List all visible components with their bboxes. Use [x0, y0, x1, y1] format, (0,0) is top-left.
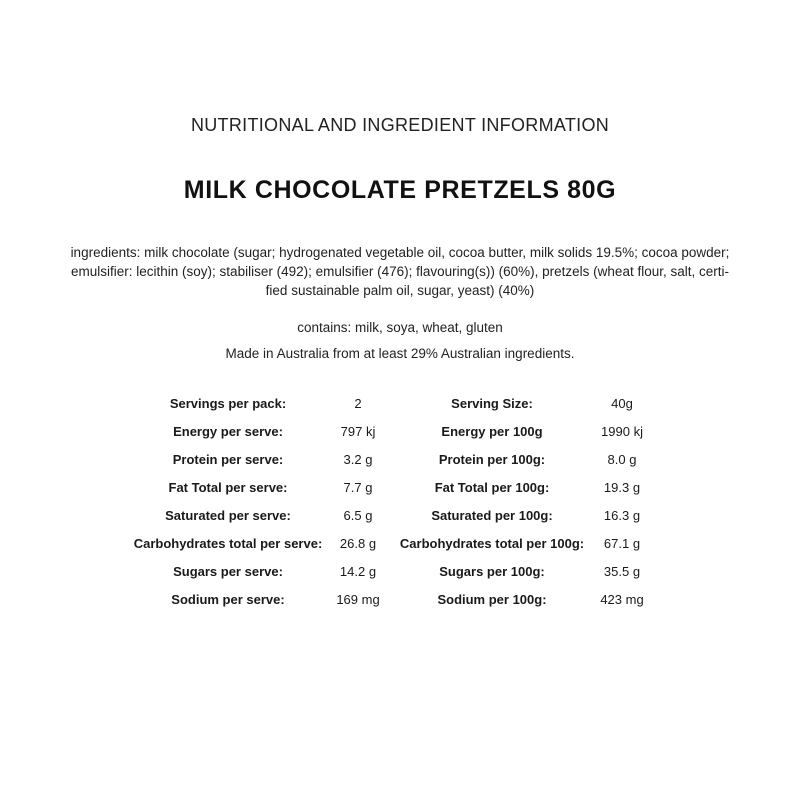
nutrient-value-per-100g: 1990 kj	[601, 424, 643, 439]
page-heading: NUTRITIONAL AND INGREDIENT INFORMATION	[190, 115, 610, 135]
nutrient-label-per-serve: Servings per pack:	[169, 396, 287, 411]
nutrient-label-per-serve: Protein per serve:	[172, 452, 284, 467]
nutrient-value-per-100g: 19.3 g	[603, 480, 641, 495]
nutrient-value-per-serve: 169 mg	[336, 592, 380, 607]
ingredients-line: emulsifier: lecithin (soy); stabiliser (492); emulsifier (476); flavouring(s)) (60%), pretzels (wheat flour, salt, certi-	[71, 264, 729, 279]
nutrition-row	[0, 474, 800, 502]
nutrient-label-per-serve: Carbohydrates total per serve:	[133, 536, 323, 551]
nutrient-value-per-100g: 35.5 g	[603, 564, 641, 579]
nutrient-value-per-serve: 26.8 g	[339, 536, 377, 551]
ingredients-line: fied sustainable palm oil, sugar, yeast) (40%)	[265, 283, 535, 298]
nutrient-value-per-serve: 7.7 g	[343, 480, 373, 495]
nutrition-row	[0, 446, 800, 474]
nutrient-label-per-serve: Energy per serve:	[173, 424, 283, 439]
nutrition-row	[0, 418, 800, 446]
nutrient-value-per-100g: 423 mg	[600, 592, 644, 607]
nutrient-label-per-100g: Fat Total per 100g:	[434, 480, 550, 495]
nutrient-label-per-100g: Sodium per 100g:	[437, 592, 547, 607]
ingredients-line: ingredients: milk chocolate (sugar; hydrogenated vegetable oil, cocoa butter, milk solids 19.5%; cocoa powder;	[70, 245, 730, 260]
nutrient-value-per-100g: 8.0 g	[607, 452, 637, 467]
nutrient-value-per-serve: 14.2 g	[339, 564, 377, 579]
nutrient-value-per-100g: 40g	[611, 396, 633, 411]
nutrient-label-per-100g: Sugars per 100g:	[439, 564, 545, 579]
nutrient-label-per-100g: Saturated per 100g:	[431, 508, 553, 523]
nutrient-label-per-100g: Protein per 100g:	[438, 452, 546, 467]
nutrient-label-per-100g: Carbohydrates total per 100g:	[399, 536, 585, 551]
nutrient-label-per-100g: Energy per 100g	[441, 424, 543, 439]
nutrition-row	[0, 390, 800, 418]
nutrient-value-per-serve: 2	[354, 396, 362, 411]
nutrition-table	[0, 390, 800, 614]
ingredients-text	[38, 243, 762, 300]
nutrient-label-per-serve: Sodium per serve:	[171, 592, 285, 607]
nutrient-value-per-100g: 16.3 g	[603, 508, 641, 523]
country-of-origin-text: Made in Australia from at least 29% Australian ingredients.	[225, 346, 575, 361]
nutrient-label-per-serve: Fat Total per serve:	[168, 480, 288, 495]
nutrition-row	[0, 502, 800, 530]
nutrition-row	[0, 530, 800, 558]
product-title: MILK CHOCOLATE PRETZELS 80G	[183, 176, 617, 204]
nutrient-label-per-serve: Sugars per serve:	[173, 564, 283, 579]
nutrient-label-per-100g: Serving Size:	[451, 396, 533, 411]
nutrient-value-per-serve: 797 kj	[340, 424, 376, 439]
nutrition-row	[0, 586, 800, 614]
nutrient-value-per-100g: 67.1 g	[603, 536, 641, 551]
nutrition-row	[0, 558, 800, 586]
nutrient-value-per-serve: 6.5 g	[343, 508, 373, 523]
nutrient-value-per-serve: 3.2 g	[343, 452, 373, 467]
allergen-contains-text: contains: milk, soya, wheat, gluten	[297, 320, 503, 335]
nutrient-label-per-serve: Saturated per serve:	[165, 508, 291, 523]
